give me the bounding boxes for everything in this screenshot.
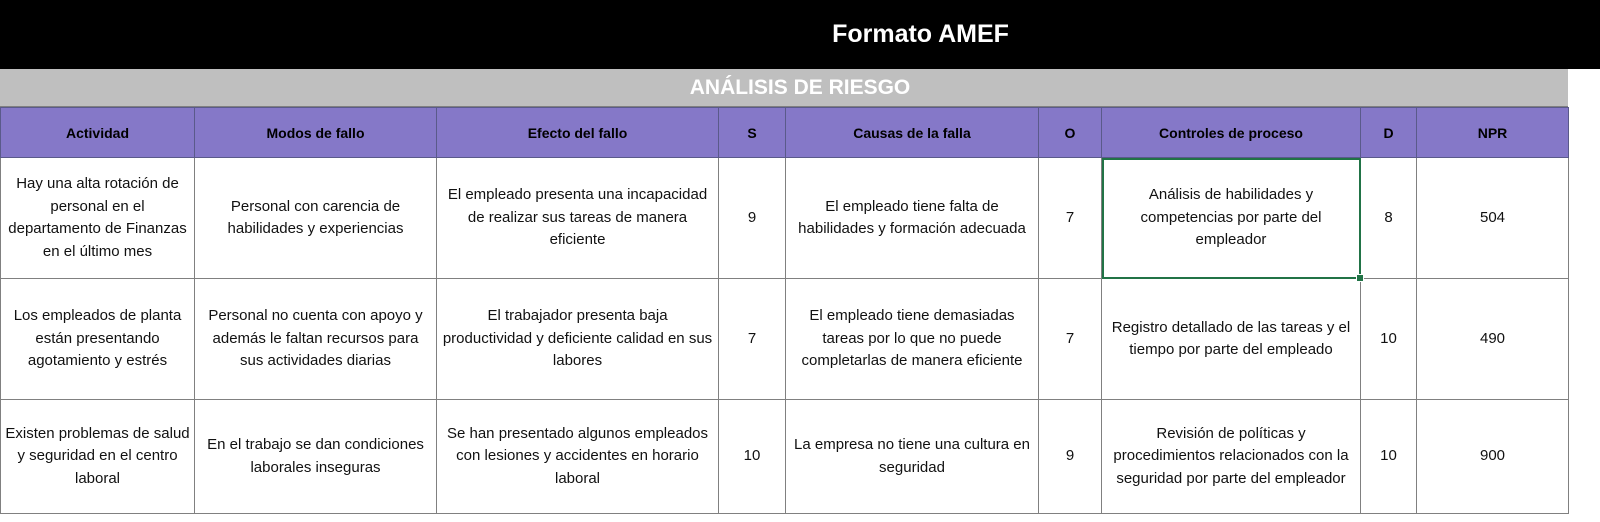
cell-actividad[interactable]: Los empleados de planta están presentando agotamiento y estrés bbox=[1, 279, 195, 400]
cell-actividad[interactable]: Hay una alta rotación de personal en el departamento de Finanzas en el último mes bbox=[1, 158, 195, 279]
cell-controles-de-proceso[interactable]: Revisión de políticas y procedimientos relacionados con la seguridad por parte del empleador bbox=[1102, 400, 1361, 514]
cell-o[interactable]: 7 bbox=[1039, 279, 1102, 400]
cell-efecto-del-fallo[interactable]: El empleado presenta una incapacidad de realizar sus tareas de manera eficiente bbox=[437, 158, 719, 279]
cell-actividad[interactable]: Existen problemas de salud y seguridad en el centro laboral bbox=[1, 400, 195, 514]
header-modos-de-fallo[interactable]: Modos de fallo bbox=[195, 108, 437, 158]
cell-modos-de-fallo[interactable]: En el trabajo se dan condiciones laborales inseguras bbox=[195, 400, 437, 514]
header-efecto-del-fallo[interactable]: Efecto del fallo bbox=[437, 108, 719, 158]
cell-efecto-del-fallo[interactable]: El trabajador presenta baja productividad y deficiente calidad en sus labores bbox=[437, 279, 719, 400]
cell-s[interactable]: 9 bbox=[719, 158, 786, 279]
header-actividad[interactable]: Actividad bbox=[1, 108, 195, 158]
section-header[interactable]: ANÁLISIS DE RIESGO bbox=[0, 69, 1568, 107]
sheet-title[interactable]: Formato AMEF bbox=[832, 20, 1009, 48]
cell-o[interactable]: 7 bbox=[1039, 158, 1102, 279]
header-d[interactable]: D bbox=[1361, 108, 1417, 158]
header-s[interactable]: S bbox=[719, 108, 786, 158]
cell-text: Análisis de habilidades y competencias por parte del empleador bbox=[1140, 186, 1322, 249]
right-gutter bbox=[1568, 69, 1600, 522]
cell-controles-de-proceso[interactable]: Registro detallado de las tareas y el tiempo por parte del empleado bbox=[1102, 279, 1361, 400]
table-row bbox=[1, 279, 1569, 400]
cell-d[interactable]: 10 bbox=[1361, 279, 1417, 400]
cell-npr[interactable]: 490 bbox=[1417, 279, 1569, 400]
header-row bbox=[1, 108, 1569, 158]
amef-table bbox=[0, 107, 1569, 514]
header-causas-de-la-falla[interactable]: Causas de la falla bbox=[786, 108, 1039, 158]
cell-o[interactable]: 9 bbox=[1039, 400, 1102, 514]
cell-modos-de-fallo[interactable]: Personal no cuenta con apoyo y además le faltan recursos para sus actividades diarias bbox=[195, 279, 437, 400]
cell-d[interactable]: 10 bbox=[1361, 400, 1417, 514]
title-bar bbox=[0, 0, 1600, 69]
header-npr[interactable]: NPR bbox=[1417, 108, 1569, 158]
cell-npr[interactable]: 900 bbox=[1417, 400, 1569, 514]
header-o[interactable]: O bbox=[1039, 108, 1102, 158]
cell-efecto-del-fallo[interactable]: Se han presentado algunos empleados con lesiones y accidentes en horario laboral bbox=[437, 400, 719, 514]
cell-causas-de-la-falla[interactable]: El empleado tiene falta de habilidades y formación adecuada bbox=[786, 158, 1039, 279]
table-row bbox=[1, 400, 1569, 514]
cell-d[interactable]: 8 bbox=[1361, 158, 1417, 279]
cell-modos-de-fallo[interactable]: Personal con carencia de habilidades y experiencias bbox=[195, 158, 437, 279]
cell-causas-de-la-falla[interactable]: El empleado tiene demasiadas tareas por lo que no puede completarlas de manera eficiente bbox=[786, 279, 1039, 400]
header-controles-de-proceso[interactable]: Controles de proceso bbox=[1102, 108, 1361, 158]
spreadsheet-grid bbox=[0, 69, 1600, 522]
cell-npr[interactable]: 504 bbox=[1417, 158, 1569, 279]
table-row bbox=[1, 158, 1569, 279]
cell-s[interactable]: 7 bbox=[719, 279, 786, 400]
cell-causas-de-la-falla[interactable]: La empresa no tiene una cultura en seguridad bbox=[786, 400, 1039, 514]
cell-controles-de-proceso-selected[interactable] bbox=[1102, 158, 1361, 279]
cell-s[interactable]: 10 bbox=[719, 400, 786, 514]
fill-handle[interactable] bbox=[1356, 274, 1364, 282]
